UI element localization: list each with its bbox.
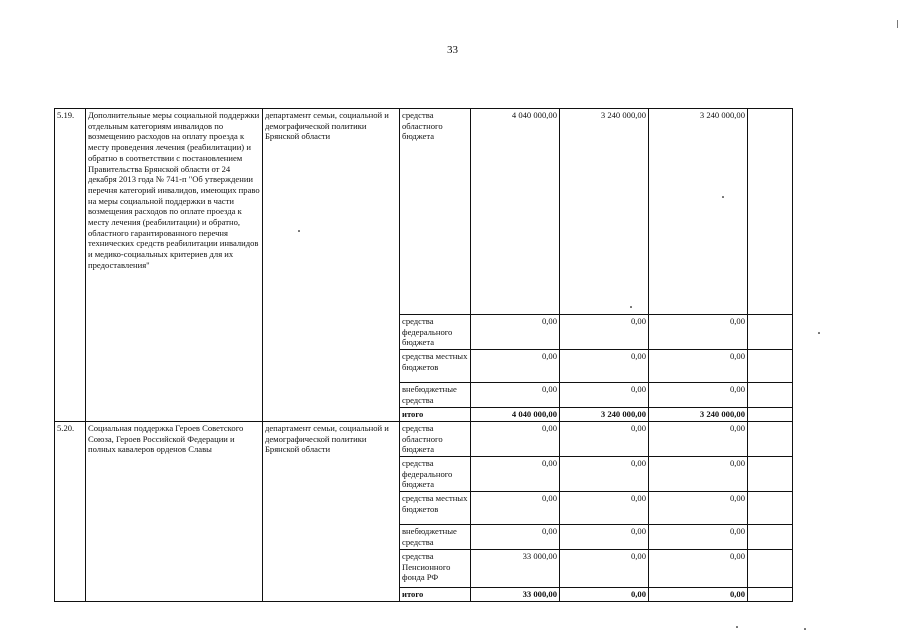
empty-cell (748, 350, 793, 383)
amount-year-2: 0,00 (560, 456, 649, 491)
total-label: итого (400, 588, 471, 602)
empty-cell (748, 588, 793, 602)
amount-year-3: 0,00 (649, 383, 748, 408)
amount-year-1: 4 040 000,00 (471, 109, 560, 315)
amount-year-3: 3 240 000,00 (649, 109, 748, 315)
empty-cell (748, 315, 793, 350)
empty-cell (748, 492, 793, 525)
executor-cell: департамент семьи, социальной и демографической политики Брянской области (263, 109, 400, 422)
amount-year-2: 0,00 (560, 383, 649, 408)
executor-cell: департамент семьи, социальной и демографической политики Брянской области (263, 421, 400, 601)
empty-cell (748, 109, 793, 315)
amount-year-1: 0,00 (471, 421, 560, 456)
total-label: итого (400, 408, 471, 422)
scan-speck (722, 196, 724, 198)
total-year-1: 4 040 000,00 (471, 408, 560, 422)
empty-cell (748, 383, 793, 408)
amount-year-2: 0,00 (560, 421, 649, 456)
measure-title: Социальная поддержка Героев Советского Союза, Героев Российской Федерации и полных кавалеров орденов Славы (86, 421, 263, 601)
empty-cell (748, 456, 793, 491)
amount-year-3: 0,00 (649, 550, 748, 588)
amount-year-2: 3 240 000,00 (560, 109, 649, 315)
page-number: 33 (447, 44, 458, 56)
total-year-1: 33 000,00 (471, 588, 560, 602)
total-year-2: 3 240 000,00 (560, 408, 649, 422)
scan-speck (804, 628, 806, 630)
amount-year-1: 0,00 (471, 456, 560, 491)
funding-source: средства федерального бюджета (400, 315, 471, 350)
amount-year-3: 0,00 (649, 525, 748, 550)
total-year-2: 0,00 (560, 588, 649, 602)
empty-cell (748, 525, 793, 550)
amount-year-1: 33 000,00 (471, 550, 560, 588)
amount-year-2: 0,00 (560, 525, 649, 550)
table-row (55, 109, 793, 315)
amount-year-1: 0,00 (471, 525, 560, 550)
row-number: 5.20. (55, 421, 86, 601)
measure-title: Дополнительные меры социальной поддержки отдельным категориям инвалидов по возмещению расходов на оплату проезда к месту проведения лечения (реабилитации) и обратно в соответствии с постановлением Правительства Брянской области от 24 декабря 2013 года № 741-п "Об утверждении перечня категорий инвалидов, имеющих право на меры социальной поддержки в части возмещения расходов по оплате проезда к месту лечения (реабилитации) и обратно, областного гарантированного перечня технических средств реабилитации инвалидов и медико-социальных критериев для их предоставления" (86, 109, 263, 422)
budget-table (54, 108, 793, 602)
funding-source: внебюджетные средства (400, 525, 471, 550)
empty-cell (748, 408, 793, 422)
amount-year-2: 0,00 (560, 350, 649, 383)
row-number: 5.19. (55, 109, 86, 422)
scan-edge-mark (897, 20, 898, 28)
amount-year-1: 0,00 (471, 315, 560, 350)
amount-year-2: 0,00 (560, 315, 649, 350)
funding-source: внебюджетные средства (400, 383, 471, 408)
scan-speck (630, 306, 632, 308)
funding-source: средства местных бюджетов (400, 350, 471, 383)
funding-source: средства федерального бюджета (400, 456, 471, 491)
amount-year-3: 0,00 (649, 492, 748, 525)
table-row (55, 421, 793, 456)
amount-year-1: 0,00 (471, 492, 560, 525)
funding-source: средства местных бюджетов (400, 492, 471, 525)
amount-year-1: 0,00 (471, 350, 560, 383)
funding-source: средства Пенсионного фонда РФ (400, 550, 471, 588)
amount-year-3: 0,00 (649, 421, 748, 456)
scan-speck (736, 626, 738, 628)
amount-year-3: 0,00 (649, 315, 748, 350)
amount-year-3: 0,00 (649, 350, 748, 383)
amount-year-2: 0,00 (560, 550, 649, 588)
funding-source: средства областного бюджета (400, 421, 471, 456)
empty-cell (748, 421, 793, 456)
total-year-3: 3 240 000,00 (649, 408, 748, 422)
scan-speck (298, 230, 300, 232)
amount-year-2: 0,00 (560, 492, 649, 525)
amount-year-1: 0,00 (471, 383, 560, 408)
scan-speck (818, 332, 820, 334)
total-year-3: 0,00 (649, 588, 748, 602)
funding-source: средства областного бюджета (400, 109, 471, 315)
amount-year-3: 0,00 (649, 456, 748, 491)
empty-cell (748, 550, 793, 588)
